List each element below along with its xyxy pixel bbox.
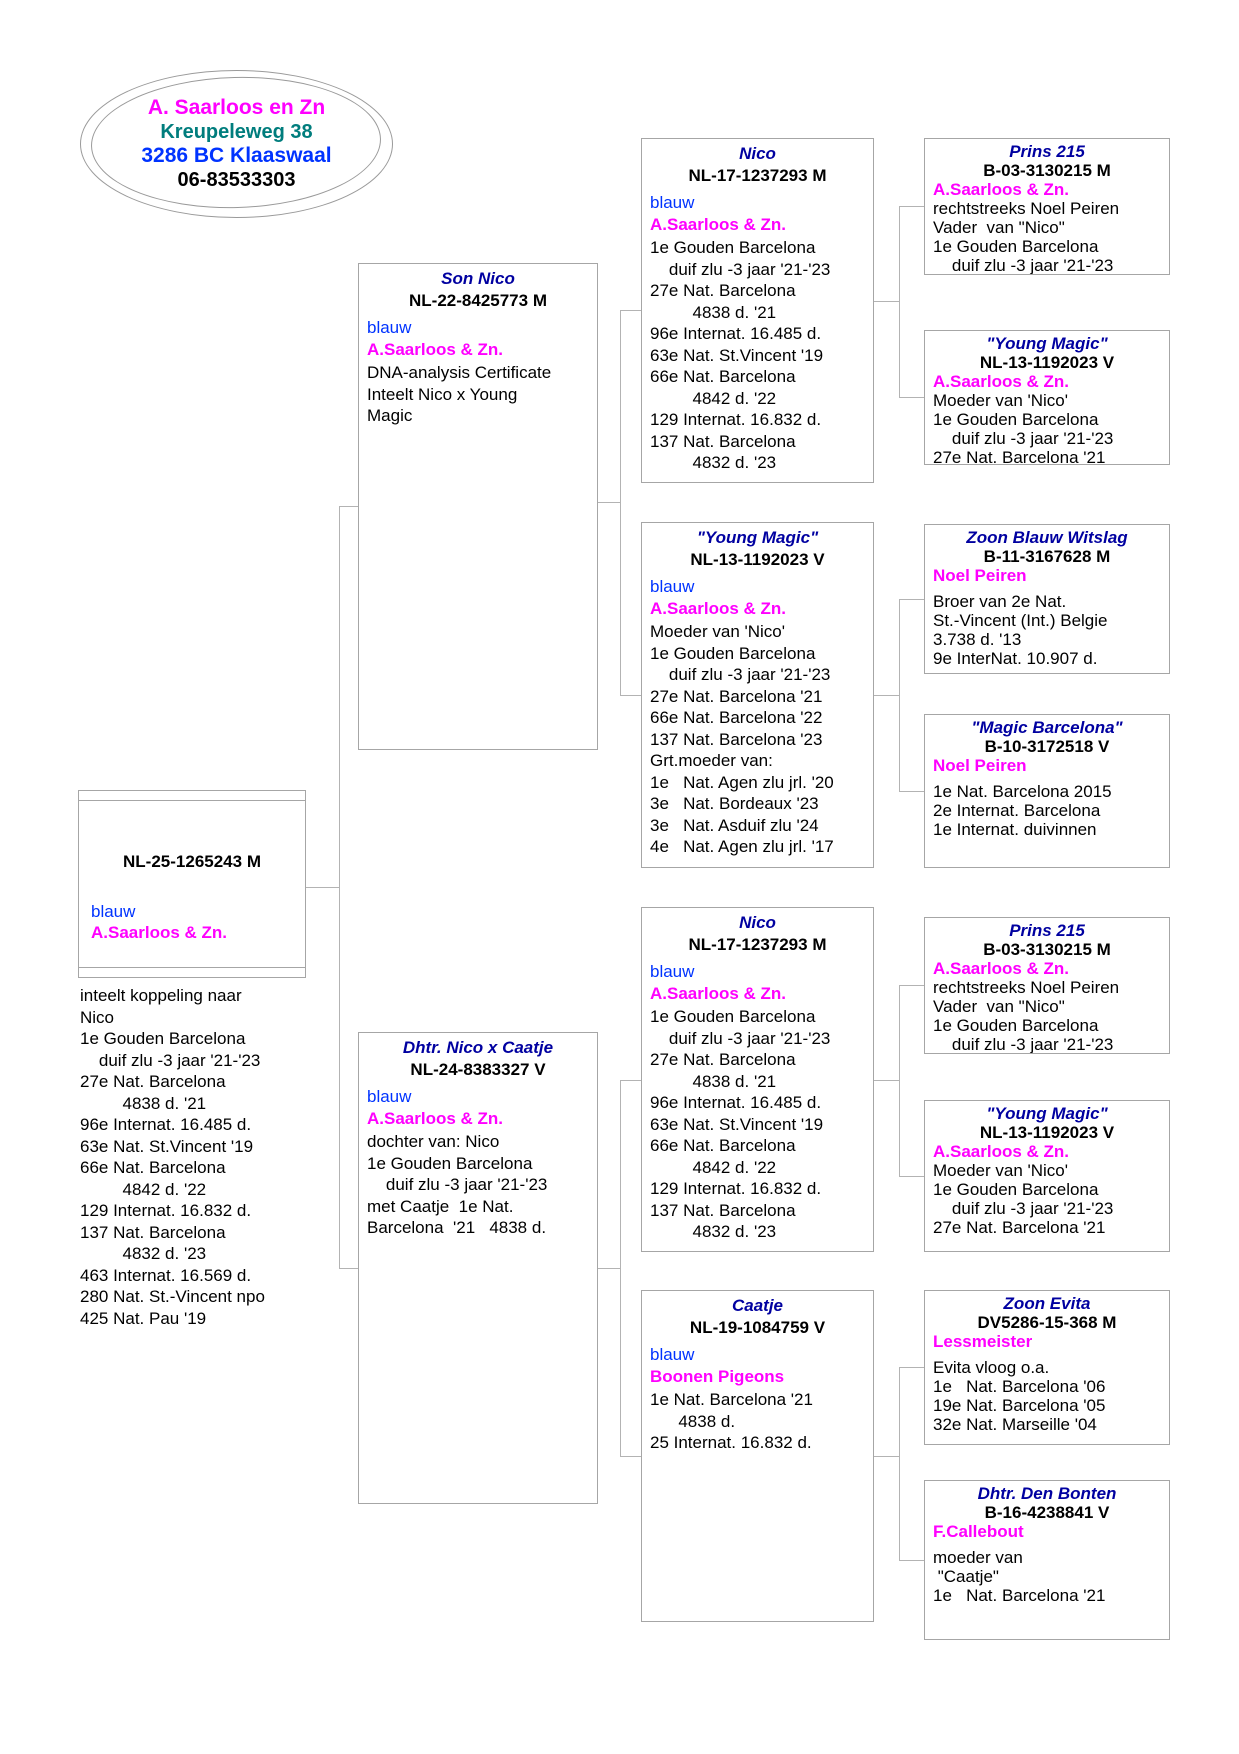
owner-name: A.Saarloos & Zn.	[650, 983, 787, 1003]
owner-name: Lessmeister	[933, 1332, 1033, 1351]
achievement-lines: Broer van 2e Nat. St.-Vincent (Int.) Belgie 3.738 d. '13 9e InterNat. 10.907 d.	[933, 592, 1108, 668]
connector-line	[874, 1456, 899, 1457]
connector-line	[339, 506, 340, 1268]
connector-line	[874, 1080, 899, 1081]
connector-line	[899, 1367, 900, 1560]
ring-number: B-03-3130215 M	[983, 940, 1111, 959]
color-designation: blauw	[650, 193, 695, 212]
owner-name: A.Saarloos & Zn.	[933, 959, 1070, 978]
owner-name: Noel Peiren	[933, 756, 1027, 775]
breeder-city: 3286 BC Klaaswaal	[141, 144, 332, 167]
pedigree-box-zoon-evita	[924, 1290, 1170, 1445]
connector-line	[899, 1367, 924, 1368]
pedigree-box-son-nico	[358, 263, 598, 750]
achievement-lines: rechtstreeks Noel Peiren Vader van "Nico" 1e Gouden Barcelona duif zlu -3 jaar '21-'23	[933, 978, 1120, 1054]
connector-line	[899, 599, 924, 600]
pedigree-box-subject	[78, 790, 306, 978]
owner-name: F.Callebout	[933, 1522, 1024, 1541]
box-title: "Young Magic"	[696, 528, 819, 547]
logo-text	[80, 96, 393, 192]
pedigree-box-zoon-blauw-witslag	[924, 524, 1170, 674]
connector-line	[899, 985, 924, 986]
owner-name: A.Saarloos & Zn.	[933, 1142, 1070, 1161]
color-designation: blauw	[91, 901, 136, 921]
box-title: Prins 215	[1009, 921, 1085, 940]
connector-line	[899, 791, 924, 792]
ring-number: NL-17-1237293 M	[688, 165, 827, 185]
owner-name: A.Saarloos & Zn.	[933, 180, 1070, 199]
connector-line	[306, 887, 339, 888]
box-title: "Young Magic"	[986, 1104, 1108, 1123]
box-title: Nico	[739, 144, 776, 163]
ring-number: NL-19-1084759 V	[689, 1317, 826, 1337]
box-title: "Magic Barcelona"	[971, 718, 1123, 737]
breeder-logo	[80, 70, 393, 218]
divider	[79, 967, 305, 968]
box-title: Dhtr. Nico x Caatje	[402, 1038, 554, 1057]
pedigree-box-prins-215-top	[924, 138, 1170, 275]
connector-line	[339, 506, 358, 507]
box-title: Caatje	[731, 1296, 784, 1315]
connector-line	[620, 310, 641, 311]
connector-line	[899, 1560, 924, 1561]
color-designation: blauw	[367, 318, 412, 337]
owner-name: A.Saarloos & Zn.	[367, 339, 504, 359]
achievement-lines: 1e Gouden Barcelona duif zlu -3 jaar '21-'23 27e Nat. Barcelona 4838 d. '21 96e Internat. 16.485 d. 63e Nat. St.Vincent '19 66e Nat. Barcelona 4842 d. '22 129 Internat. 16.832 d. 137 Nat. Barcelona 4832 d. '23	[650, 1007, 831, 1241]
box-title: Son Nico	[441, 269, 515, 288]
owner-name: A.Saarloos & Zn.	[367, 1108, 504, 1128]
connector-line	[620, 695, 641, 696]
ring-number: NL-24-8383327 V	[410, 1059, 546, 1079]
connector-line	[620, 1456, 641, 1457]
achievement-lines: 1e Gouden Barcelona duif zlu -3 jaar '21-'23 27e Nat. Barcelona 4838 d. '21 96e Internat. 16.485 d. 63e Nat. St.Vincent '19 66e Nat. Barcelona 4842 d. '22 129 Internat. 16.832 d. 137 Nat. Barcelona 4832 d. '23	[650, 238, 831, 472]
pedigree-box-young-magic-gen4-top	[924, 330, 1170, 465]
pedigree-box-nico-top	[641, 138, 874, 483]
ring-number: NL-17-1237293 M	[688, 934, 827, 954]
subject-achievements: inteelt koppeling naar Nico 1e Gouden Barcelona duif zlu -3 jaar '21-'23 27e Nat. Barcelona 4838 d. '21 96e Internat. 16.485 d. 63e Nat. St.Vincent '19 66e Nat. Barcelona 4842 d. '22 129 Internat. 16.832 d. 137 Nat. Barcelona 4832 d. '23 463 Internat. 16.569 d. 280 Nat. St.-Vincent npo 425 Nat. Pau '19	[80, 986, 265, 1328]
achievement-lines: moeder van "Caatje" 1e Nat. Barcelona '21	[933, 1548, 1106, 1605]
owner-name: A.Saarloos & Zn.	[933, 372, 1070, 391]
breeder-name: A. Saarloos en Zn	[147, 96, 326, 119]
breeder-phone: 06-83533303	[177, 169, 296, 191]
connector-line	[899, 985, 900, 1176]
ring-number: DV5286-15-368 M	[977, 1313, 1117, 1332]
breeder-street: Kreupeleweg 38	[160, 121, 313, 143]
connector-line	[874, 695, 899, 696]
owner-name: A.Saarloos & Zn.	[650, 214, 787, 234]
pedigree-box-young-magic-gen4-bottom	[924, 1100, 1170, 1252]
color-designation: blauw	[650, 1345, 695, 1364]
color-designation: blauw	[367, 1087, 412, 1106]
ring-number: NL-25-1265243 M	[123, 852, 261, 871]
box-title: Dhtr. Den Bonten	[977, 1484, 1117, 1503]
pedigree-box-prins-215-bottom	[924, 917, 1170, 1054]
achievement-lines: rechtstreeks Noel Peiren Vader van "Nico" 1e Gouden Barcelona duif zlu -3 jaar '21-'23	[933, 199, 1120, 275]
connector-line	[899, 206, 900, 397]
achievement-lines: Moeder van 'Nico' 1e Gouden Barcelona duif zlu -3 jaar '21-'23 27e Nat. Barcelona '21	[933, 391, 1114, 465]
owner-name: Noel Peiren	[933, 566, 1027, 585]
divider	[79, 800, 305, 801]
pedigree-box-dhtr-nico-x-caatje	[358, 1032, 598, 1504]
achievement-lines: 1e Nat. Barcelona '21 4838 d. 25 Internat. 16.832 d.	[650, 1390, 813, 1452]
connector-line	[899, 206, 924, 207]
ring-number: NL-13-1192023 V	[690, 549, 825, 569]
color-designation: blauw	[650, 962, 695, 981]
owner-name: A.Saarloos & Zn.	[650, 598, 787, 618]
owner-name: Boonen Pigeons	[650, 1366, 785, 1386]
ring-number: NL-13-1192023 V	[979, 1123, 1115, 1142]
connector-line	[899, 397, 924, 398]
achievement-lines: dochter van: Nico 1e Gouden Barcelona duif zlu -3 jaar '21-'23 met Caatje 1e Nat. Barcelona '21 4838 d.	[367, 1132, 548, 1237]
box-title: Nico	[739, 913, 776, 932]
connector-line	[620, 310, 621, 695]
connector-line	[874, 301, 899, 302]
connector-line	[899, 1176, 924, 1177]
connector-line	[899, 599, 900, 791]
ring-number: B-11-3167628 M	[983, 547, 1111, 566]
pedigree-box-magic-barcelona	[924, 714, 1170, 868]
connector-line	[620, 1080, 641, 1081]
achievement-lines: Moeder van 'Nico' 1e Gouden Barcelona duif zlu -3 jaar '21-'23 27e Nat. Barcelona '21 66e Nat. Barcelona '22 137 Nat. Barcelona '23 Grt.moeder van: 1e Nat. Agen zlu jrl. '20 3e Nat. Bordeaux '23 3e Nat. Asduif zlu '24 4e Nat. Agen zlu jrl. '17	[650, 622, 834, 856]
connector-line	[620, 1080, 621, 1456]
achievement-lines: Moeder van 'Nico' 1e Gouden Barcelona duif zlu -3 jaar '21-'23 27e Nat. Barcelona '21	[933, 1161, 1114, 1237]
connector-line	[598, 1268, 620, 1269]
ring-number: B-03-3130215 M	[983, 161, 1111, 180]
box-title: Zoon Evita	[1003, 1294, 1091, 1313]
connector-line	[598, 502, 620, 503]
ring-number: B-16-4238841 V	[984, 1503, 1110, 1522]
pedigree-box-young-magic-gen3	[641, 522, 874, 868]
pedigree-box-caatje	[641, 1290, 874, 1622]
achievement-lines: DNA-analysis Certificate Inteelt Nico x Young Magic	[367, 363, 552, 425]
ring-number: B-10-3172518 V	[984, 737, 1110, 756]
box-title: "Young Magic"	[986, 334, 1108, 353]
achievement-lines: Evita vloog o.a. 1e Nat. Barcelona '06 19e Nat. Barcelona '05 32e Nat. Marseille '04	[933, 1358, 1106, 1434]
pedigree-box-nico-bottom	[641, 907, 874, 1252]
ring-number: NL-22-8425773 M	[409, 290, 547, 310]
box-title: Prins 215	[1009, 142, 1085, 161]
pedigree-box-dhtr-den-bonten	[924, 1480, 1170, 1640]
achievement-lines: 1e Nat. Barcelona 2015 2e Internat. Barcelona 1e Internat. duivinnen	[933, 782, 1112, 839]
ring-number: NL-13-1192023 V	[979, 353, 1115, 372]
owner-name: A.Saarloos & Zn.	[91, 923, 228, 942]
color-designation: blauw	[650, 577, 695, 596]
box-title: Zoon Blauw Witslag	[966, 528, 1128, 547]
connector-line	[339, 1268, 358, 1269]
